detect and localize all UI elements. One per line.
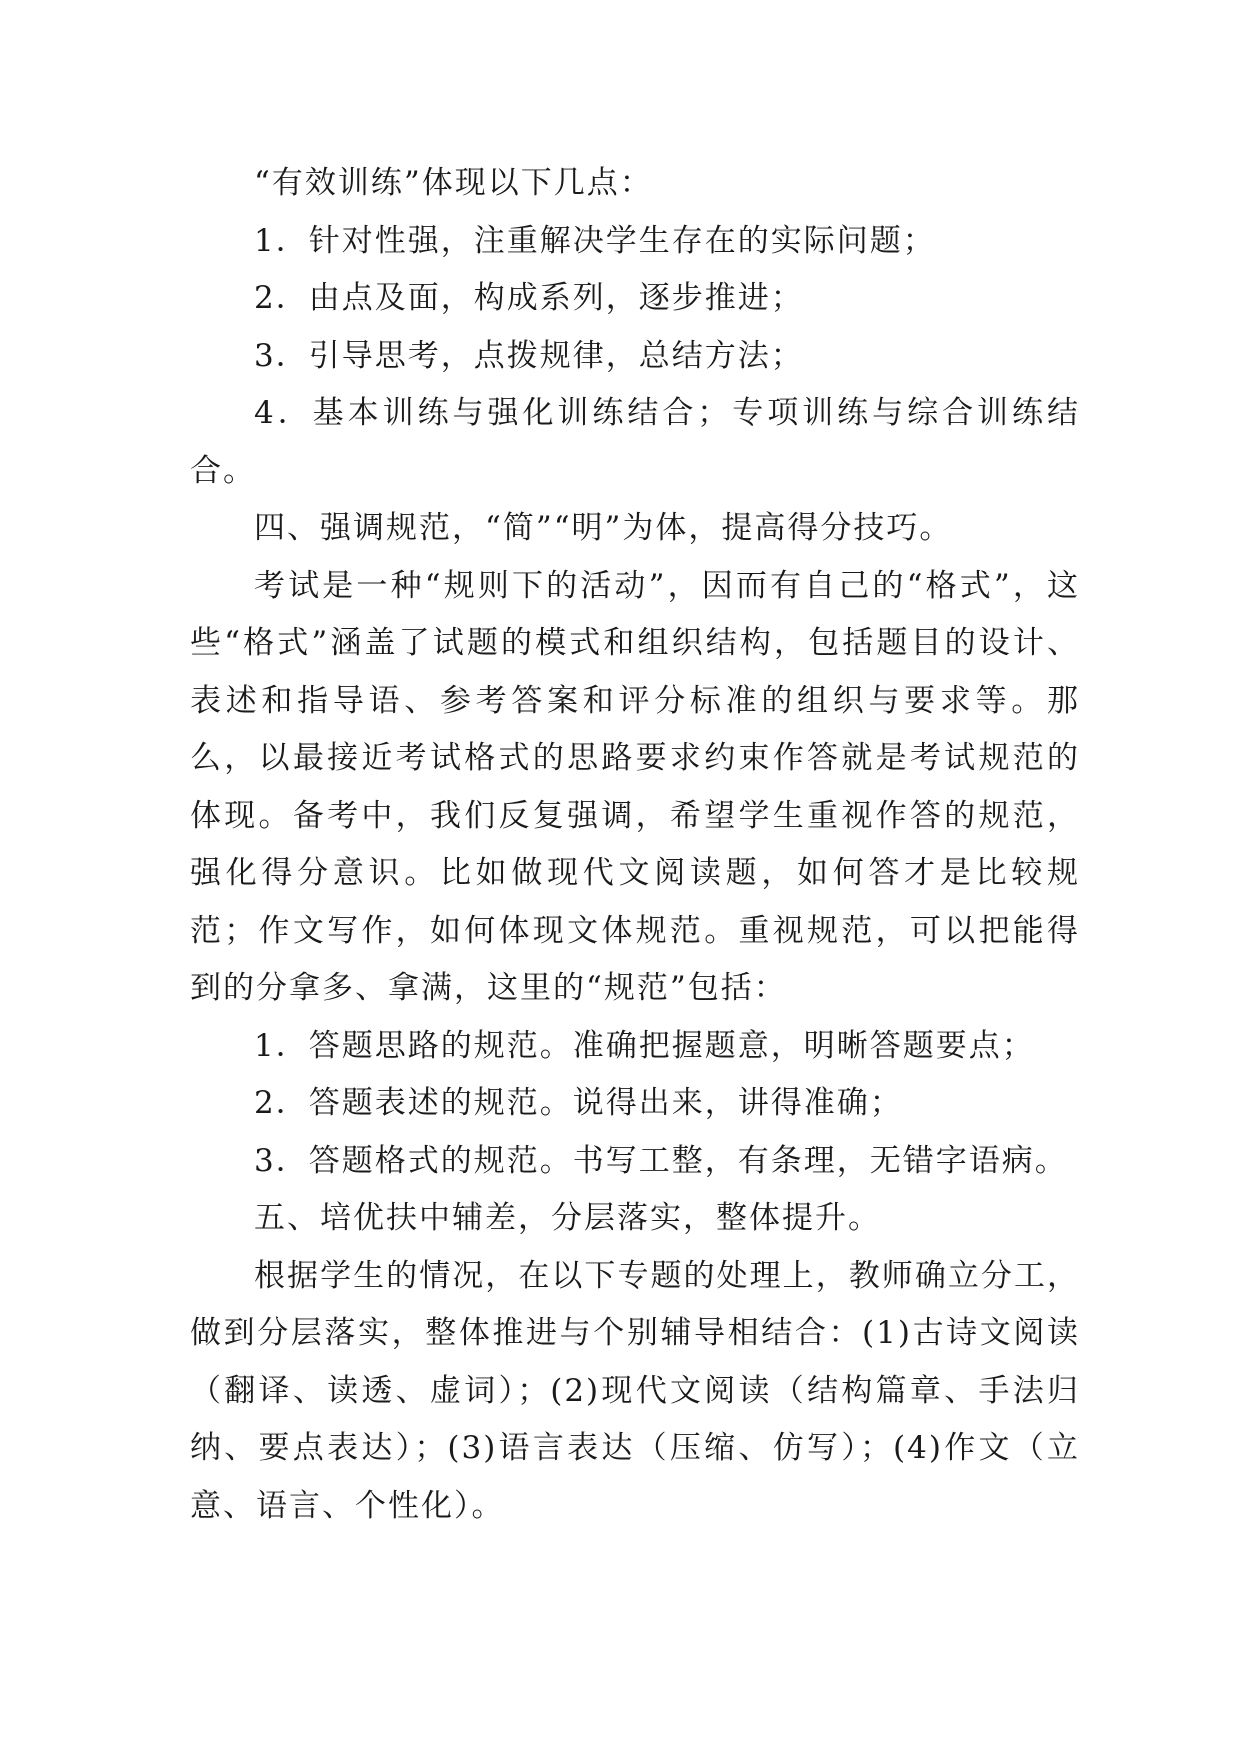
paragraph-layered-implementation: 根据学生的情况，在以下专题的处理上，教师确立分工，做到分层落实，整体推进与个别辅导相结合：(1)古诗文阅读（翻译、读透、虚词）；(2)现代文阅读（结构篇章、手法归纳、要点表达）；(3)语言表达（压缩、仿写）；(4)作文（立意、语言、个性化）。 (190, 1257, 1080, 1524)
list-item-training-4: 4．基本训练与强化训练结合；专项训练与综合训练结合。 (190, 395, 1080, 489)
paragraph-effective-training-intro: “有效训练”体现以下几点： (254, 165, 653, 201)
list-item-training-2: 2．由点及面，构成系列，逐步推进； (254, 280, 804, 316)
list-item-norm-3: 3．答题格式的规范。书写工整，有条理，无错字语病。 (254, 1142, 1068, 1179)
section-heading-four: 四、强调规范，“简”“明”为体，提高得分技巧。 (254, 510, 953, 546)
list-item-training-1: 1．针对性强，注重解决学生存在的实际问题； (254, 222, 936, 259)
document-body (190, 155, 1080, 1535)
list-item-training-3: 3．引导思考，点拨规律，总结方法； (254, 337, 804, 374)
list-item-norm-2: 2．答题表述的规范。说得出来，讲得准确； (254, 1085, 903, 1121)
list-item-norm-1: 1．答题思路的规范。准确把握题意，明晰答题要点； (254, 1027, 1035, 1064)
paragraph-exam-norms: 考试是一种“规则下的活动”，因而有自己的“格式”，这些“格式”涵盖了试题的模式和组织结构，包括题目的设计、表述和指导语、参考答案和评分标准的组织与要求等。那么，以最接近考试格式的思路要求约束作答就是考试规范的体现。备考中，我们反复强调，希望学生重视作答的规范，强化得分意识。比如做现代文阅读题，如何答才是比较规范；作文写作，如何体现文体规范。重视规范，可以把能得到的分拿多、拿满，这里的“规范”包括： (190, 567, 1080, 1006)
section-heading-five: 五、培优扶中辅差，分层落实，整体提升。 (254, 1200, 881, 1236)
